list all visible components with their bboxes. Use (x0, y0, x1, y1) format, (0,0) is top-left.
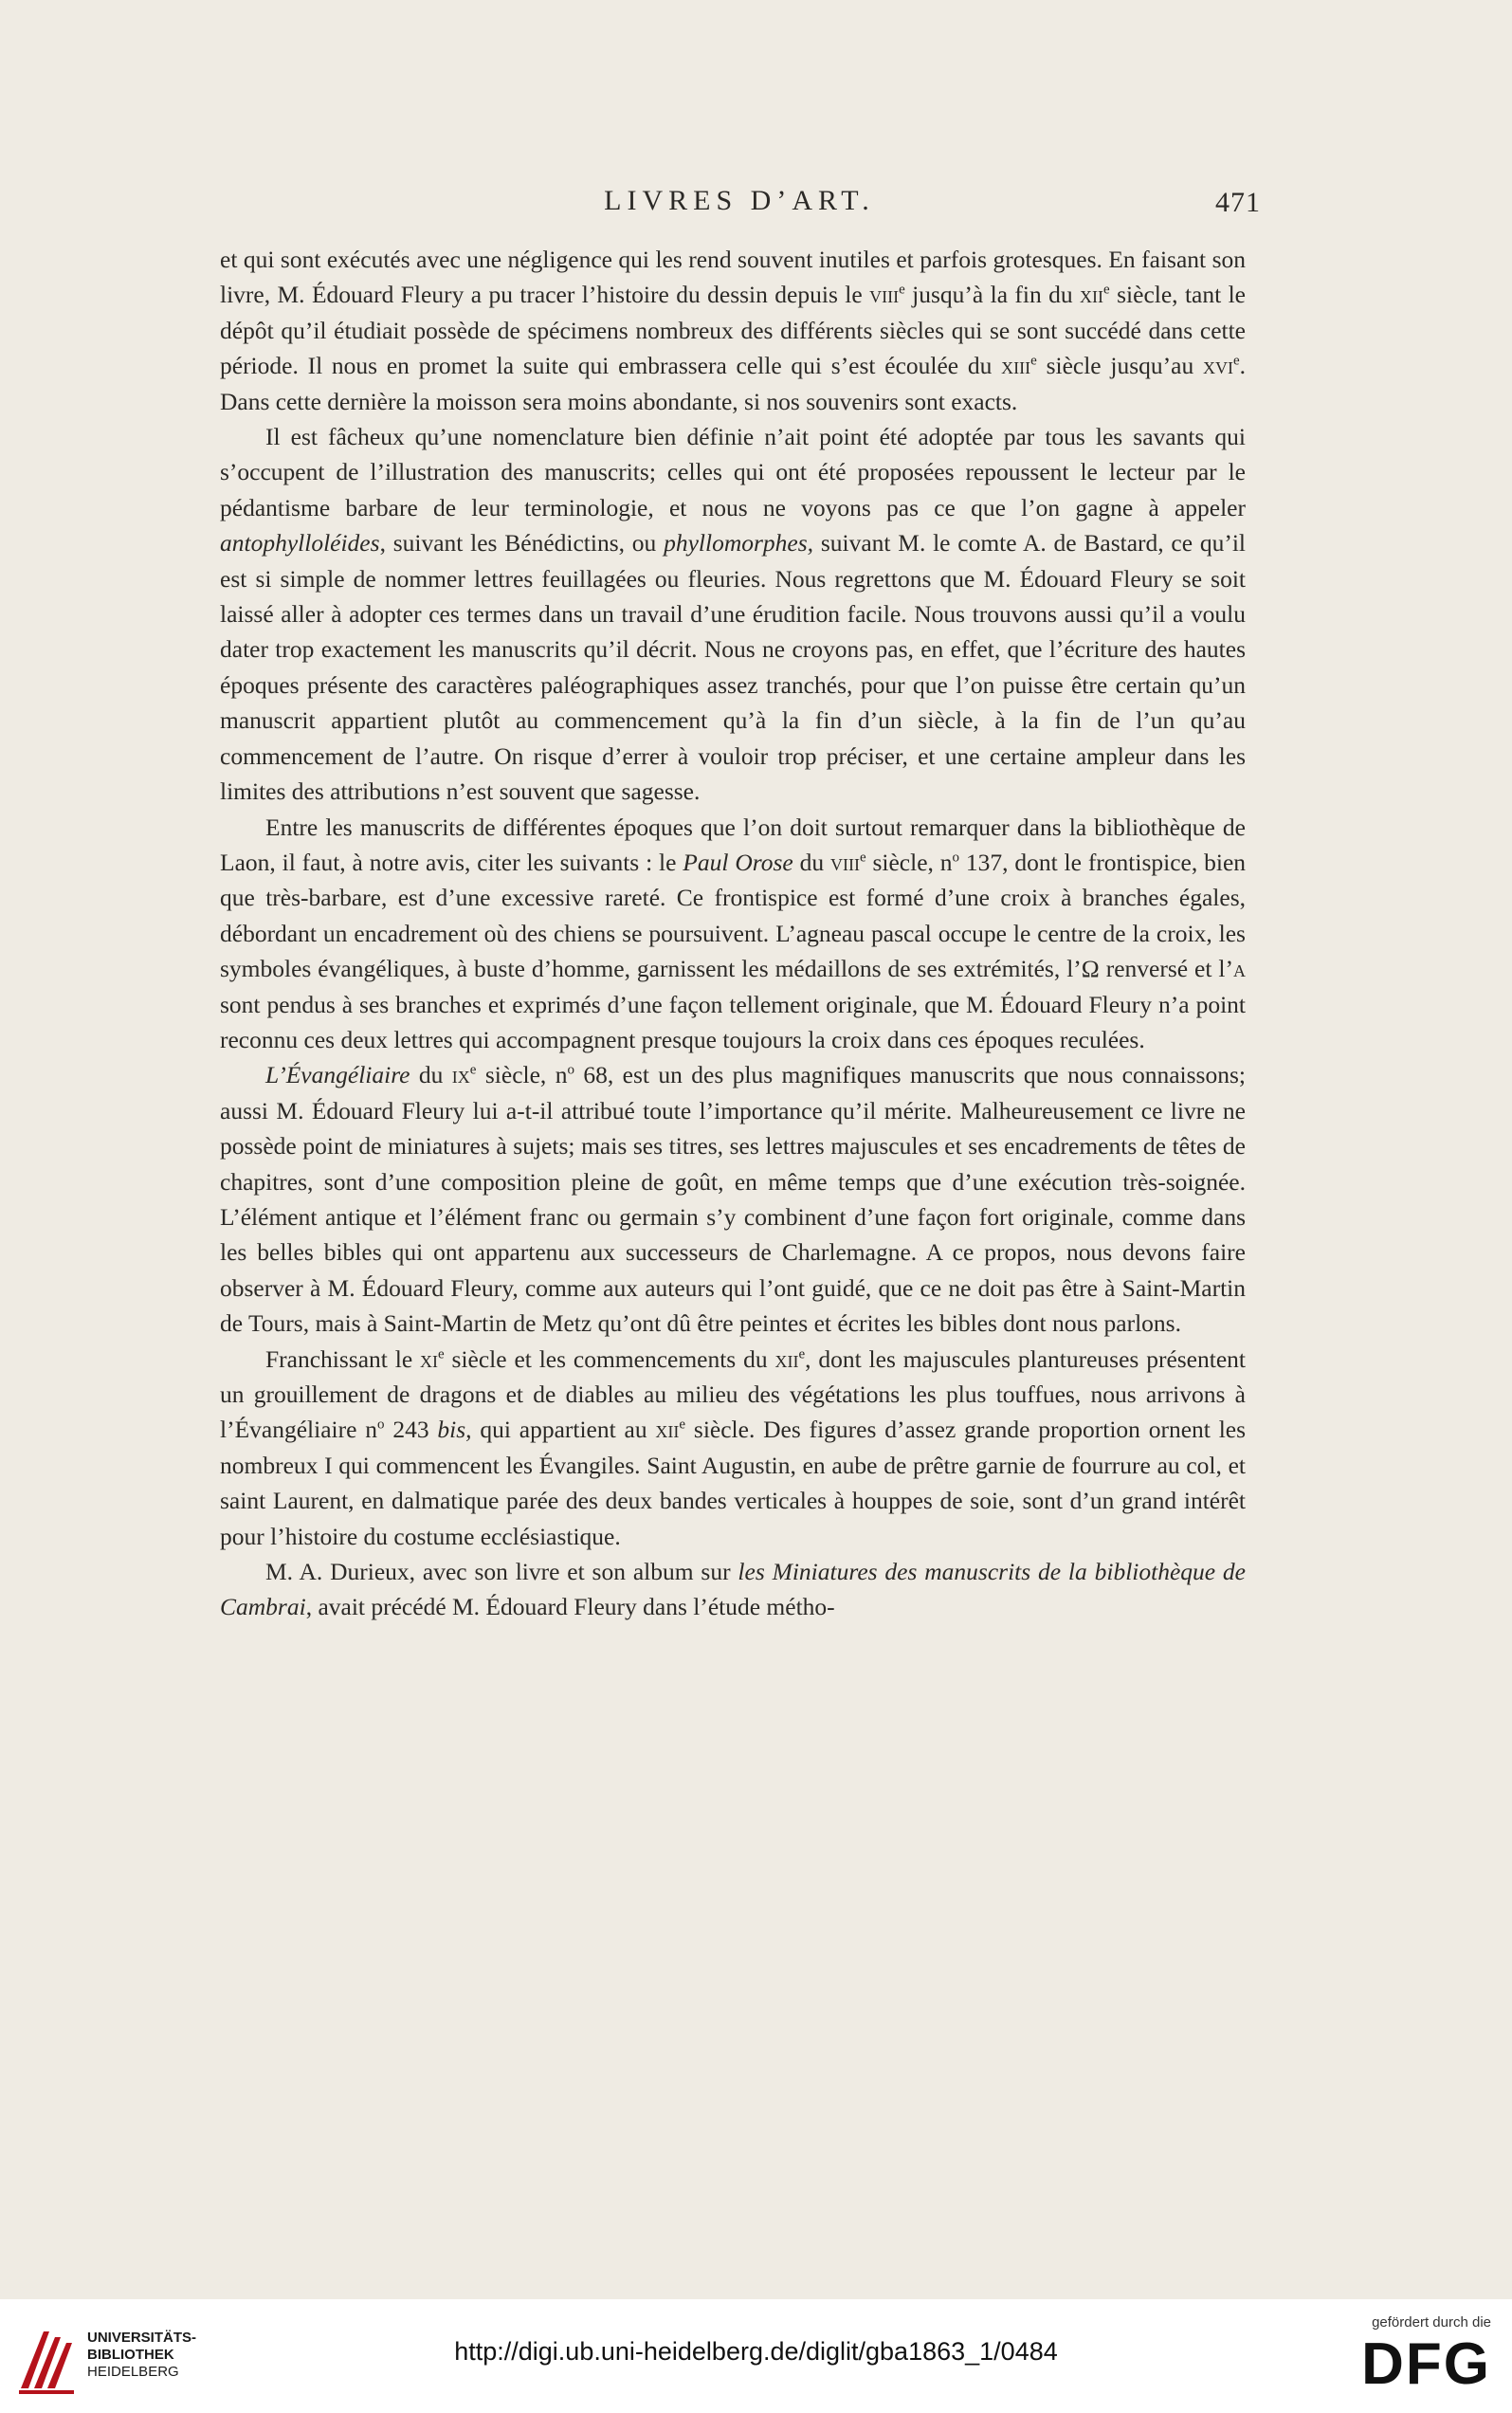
paragraph (220, 1057, 1246, 1341)
footer-bar (0, 2299, 1512, 2413)
text-run: e (1103, 282, 1110, 298)
text-run: 243 (384, 1416, 438, 1444)
text-run: L’Évangéliaire (265, 1061, 410, 1089)
paragraph (220, 242, 1246, 419)
text-run: siècle jusqu’au (1036, 352, 1203, 380)
running-title: LIVRES D’ART. (604, 185, 875, 216)
text-run: ix (451, 1061, 470, 1089)
page-header (218, 185, 1261, 223)
text-run: qui appartient au (471, 1416, 656, 1444)
dfg-logo-icon: DFG (1361, 2331, 1491, 2397)
text-run: siècle et les commencements du (444, 1344, 775, 1373)
text-run: xii (774, 1344, 799, 1373)
text-run: Il est fâcheux qu’une nomenclature bien définie n’ait point été adoptée par tous les savants qui s’occupent de l’illustration des manuscrits; celles qui ont été proposées repoussent le lecteur par le pédantisme barbare de leur terminologie, et nous ne voyons pas ce que l’on gagne à appeler (220, 423, 1246, 521)
library-line: BIBLIOTHEK (87, 2347, 174, 2363)
text-run: e (469, 1062, 477, 1078)
text-run: , dont les majuscules plantureuses présentent un grouillement de dragons et de diables au milieu des végétations les plus touffues, nous arrivons à l’Évangéliaire n (220, 1344, 1246, 1444)
text-run: jusqu’à la fin du (904, 281, 1081, 309)
text-run: 68, est un des plus magnifiques manuscrits que nous connaissons; aussi M. Édouard Fleury lui a-t-il attribué toute l’importance qu’il mérite. Malheureusement ce livre ne possède point de miniatures à sujets; mais ses titres, ses lettres majuscules et ses encadrements de têtes de chapitres, sont d’une composition pleine de goût, en même temps que d’une exécution très-soignée. L’élément antique et l’élément franc ou germain s’y combinent d’une façon fort originale, comme dans les belles bibles qui ont appartenu aux successeurs de Charlemagne. A ce propos, nous devons faire observer à M. Édouard Fleury, comme aux auteurs qui l’ont guidé, que ce ne doit pas être à Saint-Martin de Tours, mais à Saint-Martin de Metz qu’ont dû être peintes et écrites les bibles dont nous parlons. (220, 1061, 1246, 1338)
funder-label: gefördert durch die (1372, 2314, 1491, 2331)
text-run: Entre les manuscrits de différentes époques que l’on doit surtout remarquer dans la bibliothèque de Laon, il faut, à notre avis, citer les suivants : le (220, 813, 1246, 876)
text-run: Franchissant le (265, 1344, 421, 1373)
text-run: siècle. Des figures d’assez grande proportion ornent les nombreux I qui commencent les Évangiles. Saint Augustin, en aube de prêtre garnie de fourrure au col, et saint Laurent, en dalmatique parée des deux bandes verticales à houppes de soie, sont d’un grand intérêt pour l’histoire du costume ecclésiastique. (220, 1416, 1247, 1550)
text-run: 137, dont le frontispice, bien que très-barbare, est d’une excessive rareté. Ce frontispice est formé d’une croix à branches égales, débordant un encadrement où des chiens se poursuivent. L’agneau pascal occupe le centre de la croix, les symboles évangéliques, à buste d’homme, garnissent les médaillons de ses extrémités, l’Ω renversé et l’ (220, 848, 1247, 983)
text-run: xiii (1001, 352, 1031, 380)
funder-logo[interactable] (1330, 2314, 1491, 2395)
text-run: . Dans cette dernière la moisson sera moins abondante, si nos souvenirs sont exacts. (220, 352, 1246, 415)
text-run: suivant M. le comte A. de Bastard, ce qu’il est si simple de nommer lettres feuillagées ou fleuries. Nous regrettons que M. Édouard Fleury se soit laissé aller à adopter ces termes dans un travail d’une érudition facile. Nous trouvons aussi qu’il a voulu dater trop exactement les manuscrits qu’il décrit. Nous ne croyons pas, en effet, que l’écriture des hautes époques présente des caractères paléographiques assez tranchés, pour que l’on puisse être certain qu’un manuscrit appartient plutôt au commencement qu’à la fin d’un siècle, à la fin de l’un qu’au commencement de l’autre. On risque d’errer à vouloir trop préciser, et une certaine ampleur dans les limites des attributions n’est souvent que sagesse. (220, 529, 1246, 806)
text-run: viii (869, 281, 900, 309)
text-run: o (952, 850, 960, 866)
text-run: e (859, 850, 866, 866)
permalink-url[interactable]: http://digi.ub.uni-heidelberg.de/diglit/gba1863_1/0484 (454, 2337, 1058, 2366)
text-run: viii (829, 848, 860, 876)
text-run: siècle, n (865, 848, 953, 876)
text-run: e (899, 282, 905, 298)
text-run: antophylloléides (220, 529, 380, 558)
text-run: bis, (437, 1416, 472, 1444)
text-run: e (679, 1417, 686, 1433)
text-run: e (1232, 353, 1240, 369)
body-text (220, 242, 1246, 1625)
text-run: les Miniatures des manuscrits de la bibliothèque de Cambrai (220, 1558, 1247, 1621)
text-run: e (798, 1346, 806, 1362)
text-run: xvi (1202, 352, 1233, 380)
text-run: siècle, tant le dépôt qu’il étudiait possède de spécimens nombreux des différents siècles qui se sont succédé dans cette période. Il nous en promet la suite qui embrassera celle qui s’est écoulée du (220, 281, 1246, 380)
text-run: a (1233, 955, 1246, 983)
paragraph (220, 1342, 1246, 1554)
text-run: o (567, 1062, 574, 1078)
text-run: , avait précédé M. Édouard Fleury dans l’étude métho- (305, 1593, 835, 1621)
text-run: xi (420, 1344, 439, 1373)
paragraph (220, 1554, 1246, 1625)
text-run: xii (1080, 281, 1104, 309)
library-line: HEIDELBERG (87, 2364, 179, 2380)
text-run: M. A. Durieux, avec son livre et son album sur (265, 1558, 738, 1586)
paragraph (220, 810, 1246, 1058)
text-run: e (1030, 353, 1037, 369)
page-number: 471 (1215, 187, 1261, 218)
text-run: siècle, n (476, 1061, 568, 1089)
text-run: , suivant les Bénédictins, ou (379, 529, 665, 558)
text-run: et qui sont exécutés avec une négligence qui les rend souvent inutiles et parfois grotesques. En faisant son livre, M. Édouard Fleury a pu tracer l’histoire du dessin depuis le (220, 246, 1246, 309)
paragraph (220, 419, 1246, 809)
text-run: phyllomorphes, (664, 529, 814, 558)
text-run: du (410, 1061, 452, 1089)
text-run: du (792, 848, 830, 876)
library-line: UNIVERSITÄTS- (87, 2330, 197, 2346)
text-run: e (438, 1346, 445, 1362)
text-run: o (377, 1417, 385, 1433)
text-run: xii (655, 1416, 680, 1444)
text-run: sont pendus à ses branches et exprimés d’une façon tellement originale, que M. Édouard Fleury n’a point reconnu ces deux lettres qui accompagnent presque toujours la croix dans ces époques reculées. (220, 990, 1246, 1053)
text-run: Paul Orose (683, 848, 793, 876)
